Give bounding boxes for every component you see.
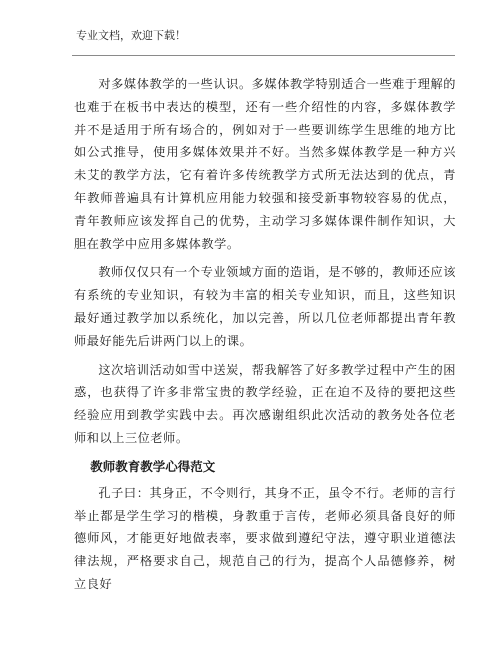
paragraph-multimedia: 对多媒体教学的一些认识。多媒体教学特别适合一些难于理解的也难于在板书中表达的模型，还有一些介绍性的内容，多媒体教学并不是适用于所有场合的，例如对于一些要训练学生思维的地方比如公式推导，使用多媒体效果并不好。当然多媒体教学是一种方兴未艾的教学方法，它有着许多传统教学方式所无法达到的优点，青年教师普遍具有计算机应用能力较强和接受新事物较容易的优点，青年教师应该发挥自己的优势，主动学习多媒体课件制作知识，大胆在教学中应用多媒体教学。 <box>74 77 456 251</box>
paragraph-professional-knowledge: 教师仅仅只有一个专业领域方面的造诣，是不够的，教师还应该有系统的专业知识，有较为丰富的相关专业知识，而且，这些知识最好通过教学加以系统化，加以完善，所以几位老师都提出青年教师最好能先后讲两门以上的课。 <box>74 265 456 348</box>
page-header: 专业文档，欢迎下载！ <box>76 29 186 42</box>
paragraph-gratitude: 这次培训活动如雪中送炭，帮我解答了好多教学过程中产生的困惑，也获得了许多非常宝贵的教学经验，正在迫不及待的要把这些经验应用到教学实践中去。再次感谢组织此次活动的教务处各位老师和以上三位老师。 <box>74 362 456 445</box>
document-body <box>74 73 456 602</box>
paragraph-confucius: 孔子曰：其身正，不令则行，其身不正，虽令不行。老师的言行举止都是学生学习的楷模，身教重于言传，老师必须具备良好的师德师风，才能更好地做表率，要求做到遵纪守法，遵守职业道德法律法规，严格要求自己，规范自己的行为，提高个人品德修养，树立良好 <box>74 485 456 591</box>
section-title: 教师教育教学心得范文 <box>90 458 216 474</box>
header-divider <box>72 55 455 56</box>
